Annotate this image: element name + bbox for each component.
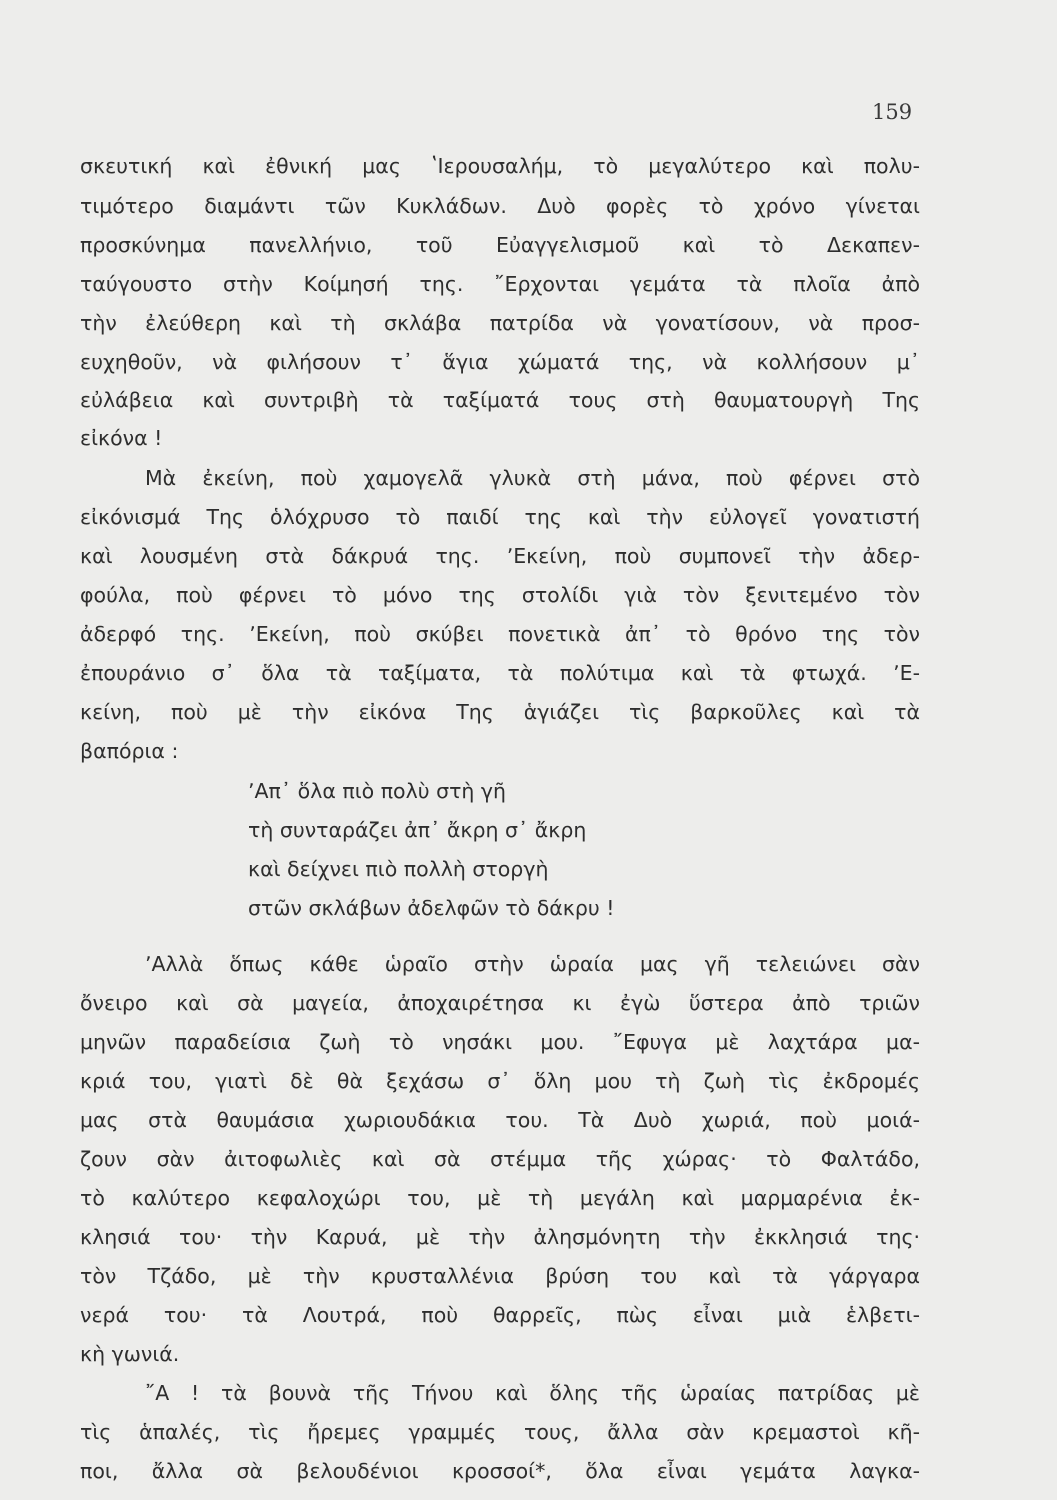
- verse-line: στῶν σκλάβων ἀδελφῶν τὸ δάκρυ !: [248, 896, 615, 920]
- page-number: 159: [872, 100, 913, 124]
- text-line: προσκύνημα πανελλήνιο, τοῦ Εὐαγγελισμοῦ καὶ τὸ Δεκαπεν-: [80, 233, 920, 257]
- text-line: ὄνειρο καὶ σὰ μαγεία, ἀποχαιρέτησα κι ἐγὼ ὕστερα ἀπὸ τριῶν: [80, 991, 920, 1015]
- text-line: μηνῶν παραδείσια ζωὴ τὸ νησάκι μου. ῎Εφυγα μὲ λαχτάρα μα-: [80, 1030, 920, 1054]
- text-line: κριά του, γιατὶ δὲ θὰ ξεχάσω σ᾽ ὅλη μου τὴ ζωὴ τὶς ἐκδρομές: [80, 1069, 920, 1093]
- text-line: ἀδερφό της. ʼΕκείνη, ποὺ σκύβει πονετικὰ ἀπ᾽ τὸ θρόνο της τὸν: [80, 622, 920, 646]
- text-line: τὸν Τζάδο, μὲ τὴν κρυσταλλένια βρύση του καὶ τὰ γάργαρα: [80, 1264, 920, 1288]
- text-line: ευχηθοῦν, νὰ φιλήσουν τ᾽ ἅγια χώματά της, νὰ κολλήσουν μ᾽: [80, 350, 920, 374]
- text-line: κλησιά του· τὴν Καρυά, μὲ τὴν ἀλησμόνητη τὴν ἐκκλησιά της·: [80, 1225, 920, 1249]
- text-line: σκευτική καὶ ἐθνική μας ʽΙερουσαλήμ, τὸ μεγαλύτερο καὶ πολυ-: [80, 154, 920, 178]
- text-line: νερά του· τὰ Λουτρά, ποὺ θαρρεῖς, πὼς εἶναι μιὰ ἑλβετι-: [80, 1303, 920, 1327]
- text-line: ποι, ἄλλα σὰ βελουδένιοι κροσσοί*, ὅλα εἶναι γεμάτα λαγκα-: [80, 1459, 920, 1483]
- text-line: εἰκόνισμά Της ὁλόχρυσο τὸ παιδί της καὶ τὴν εὐλογεῖ γονατιστή: [80, 505, 920, 529]
- text-line: τὴν ἐλεύθερη καὶ τὴ σκλάβα πατρίδα νὰ γονατίσουν, νὰ προσ-: [80, 311, 920, 335]
- text-line: εὐλάβεια καὶ συντριβὴ τὰ ταξίματά τους στὴ θαυματουργὴ Της: [80, 388, 920, 412]
- text-line: μας στὰ θαυμάσια χωριουδάκια του. Τὰ Δυὸ χωριά, ποὺ μοιά-: [80, 1108, 920, 1132]
- verse-line: ʼΑπ᾽ ὅλα πιὸ πολὺ στὴ γῆ: [248, 779, 507, 803]
- text-line: ἐπουράνιο σ᾽ ὅλα τὰ ταξίματα, τὰ πολύτιμα καὶ τὰ φτωχά. ʼΕ-: [80, 661, 920, 685]
- text-line: τιμότερο διαμάντι τῶν Κυκλάδων. Δυὸ φορὲς τὸ χρόνο γίνεται: [80, 194, 920, 218]
- text-line: τὶς ἁπαλές, τὶς ἤρεμες γραμμές τους, ἄλλα σὰν κρεμαστοὶ κῆ-: [80, 1420, 920, 1444]
- text-line: καὶ λουσμένη στὰ δάκρυά της. ʼΕκείνη, ποὺ συμπονεῖ τὴν ἀδερ-: [80, 544, 920, 568]
- verse-line: καὶ δείχνει πιὸ πολλὴ στοργὴ: [248, 857, 549, 881]
- text-line: φούλα, ποὺ φέρνει τὸ μόνο της στολίδι γιὰ τὸν ξενιτεμένο τὸν: [80, 583, 920, 607]
- text-line: κείνη, ποὺ μὲ τὴν εἰκόνα Της ἁγιάζει τὶς βαρκοῦλες καὶ τὰ: [80, 700, 920, 724]
- text-line: ζουν σὰν ἀιτοφωλιὲς καὶ σὰ στέμμα τῆς χώρας· τὸ Φαλτάδο,: [80, 1147, 920, 1171]
- text-line: κὴ γωνιά.: [80, 1342, 180, 1366]
- text-line: εἰκόνα !: [80, 426, 163, 450]
- text-line: ῎Α ! τὰ βουνὰ τῆς Τήνου καὶ ὅλης τῆς ὡραίας πατρίδας μὲ: [145, 1381, 920, 1405]
- text-line: ταύγουστο στὴν Κοίμησή της. ῎Ερχονται γεμάτα τὰ πλοῖα ἀπὸ: [80, 272, 920, 296]
- text-line: ʼΑλλὰ ὅπως κάθε ὡραῖο στὴν ὡραία μας γῆ τελειώνει σὰν: [145, 952, 920, 976]
- text-line: βαπόρια :: [80, 739, 179, 763]
- text-line: Μὰ ἐκείνη, ποὺ χαμογελᾶ γλυκὰ στὴ μάνα, ποὺ φέρνει στὸ: [145, 466, 920, 490]
- verse-line: τὴ συνταράζει ἀπ᾽ ἄκρη σ᾽ ἄκρη: [248, 818, 587, 842]
- text-line: τὸ καλύτερο κεφαλοχώρι του, μὲ τὴ μεγάλη καὶ μαρμαρένια ἐκ-: [80, 1186, 920, 1210]
